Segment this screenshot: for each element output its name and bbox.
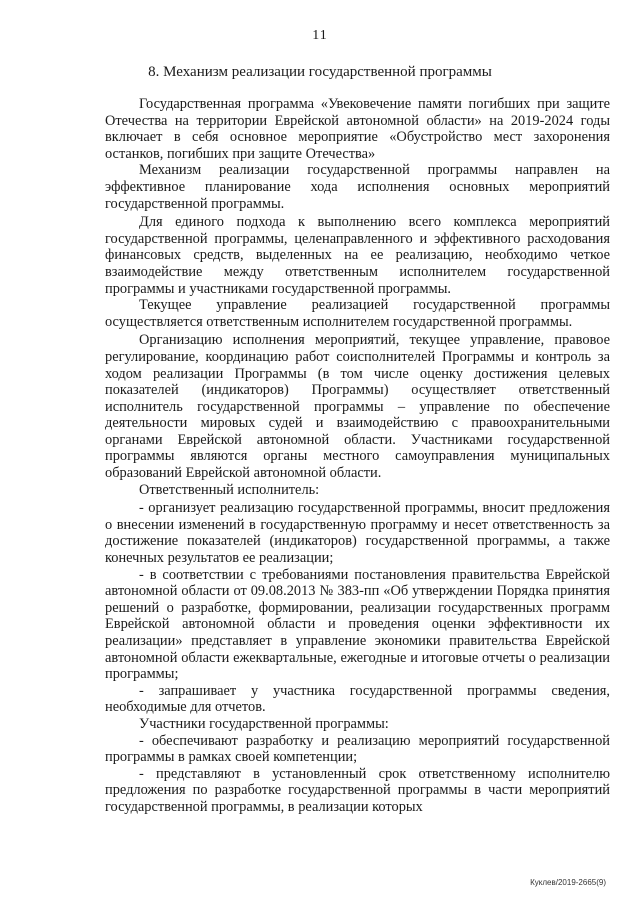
footer-reference: Куклев/2019-2665(9) (530, 878, 606, 887)
paragraph: Участники государственной программы: (139, 715, 389, 732)
body-text (105, 96, 610, 816)
paragraph: Организацию исполнения мероприятий, текущее управление, правовое регулирование, координацию работ соисполнителей Программы и контроль за ходом реализации Программы (в том числе оценку достижения целевых показателей (индикаторов) Программы) осуществляет ответственный исполнитель государственной программы – управление по обеспечение деятельности мировых судей и взаимодействию с правоохранительными органами Еврейской автономной области. Участниками государственной программы являются органы местного самоуправления муниципальных образований Еврейской автономной области. (105, 332, 610, 482)
list-item: - в соответствии с требованиями постановления правительства Еврейской автономной области от 09.08.2013 № 383-пп «Об утверждении Порядка принятия решений о разработке, формировании, реализации государственных программ Еврейской автономной области и проведения оценки эффективности их реализации» представляет в управление экономики правительства Еврейской автономной области ежеквартальные, ежегодные и итоговые отчеты о реализации программы; (105, 566, 610, 683)
paragraph: Ответственный исполнитель: (139, 481, 320, 498)
list-item: - представляют в установленный срок ответственному исполнителю предложения по разработке государственной программы в части мероприятий государственной программы, в реализации которых (105, 765, 610, 815)
paragraph: Механизм реализации государственной программы направлен на эффективное планирование хода исполнения основных мероприятий государственной программы. (105, 162, 610, 212)
paragraph: Государственная программа «Увековечение памяти погибших при защите Отечества на территории Еврейской автономной области» на 2019-2024 годы включает в себя основное мероприятие «Обустройство мест захоронения останков, погибших при защите Отечества» (105, 96, 610, 162)
paragraph: Для единого подхода к выполнению всего комплекса мероприятий государственной программы, целенаправленного и эффективного расходования финансовых средств, выделенных на ее реализацию, необходимо четкое взаимодействие между ответственным исполнителем государственной программы и участниками государственной программы. (105, 214, 610, 297)
list-item: - запрашивает у участника государственной программы сведения, необходимые для отчетов. (105, 682, 610, 716)
section-heading: 8. Механизм реализации государственной программы (148, 64, 492, 80)
page-number: 11 (312, 28, 328, 43)
list-item: - обеспечивают разработку и реализацию мероприятий государственной программы в рамках своей компетенции; (105, 732, 610, 766)
list-item: - организует реализацию государственной программы, вносит предложения о внесении изменений в государственную программу и несет ответственность за достижение показателей (индикаторов) государственной программы, а также конечных результатов ее реализации; (105, 500, 610, 567)
paragraph: Текущее управление реализацией государственной программы осуществляется ответственным исполнителем государственной программы. (105, 297, 610, 330)
